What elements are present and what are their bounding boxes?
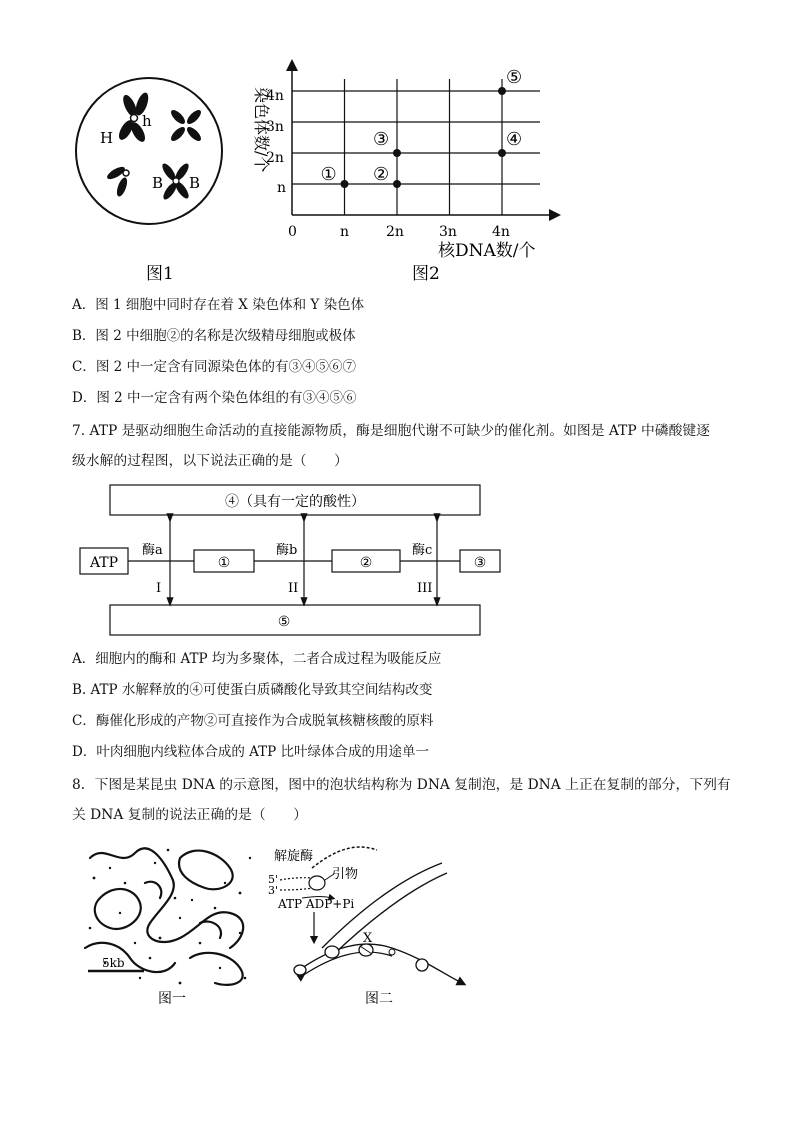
x-axis-label: 核DNA数/个 bbox=[438, 241, 536, 261]
enzyme-b: 酶b bbox=[276, 543, 298, 558]
y-tick-3n: 3n bbox=[266, 119, 284, 135]
figure-er-caption: 图二 bbox=[365, 991, 393, 1007]
data-point-3 bbox=[393, 149, 401, 157]
y-tick-4n: 4n bbox=[266, 88, 284, 104]
roman-3: III bbox=[417, 581, 433, 596]
q6-option-c: C．图 2 中一定含有同源染色体的有③④⑤⑥⑦ bbox=[72, 359, 357, 375]
data-point-2 bbox=[393, 180, 401, 188]
scale-label: 5kb bbox=[102, 956, 125, 970]
replication-fork-figure bbox=[262, 838, 472, 1008]
enzyme-c: 酶c bbox=[412, 543, 433, 558]
atp-label: ATP bbox=[89, 555, 119, 571]
q7-option-b: B. ATP 水解释放的④可使蛋白质磷酸化导致其空间结构改变 bbox=[72, 682, 433, 698]
three-prime-label: 3' bbox=[268, 884, 279, 897]
x-tick-2n: 2n bbox=[386, 224, 404, 240]
box-3-label: ③ bbox=[473, 555, 487, 571]
helicase-label: 解旋酶 bbox=[274, 849, 314, 864]
label-B-left: B bbox=[152, 174, 164, 192]
q7-stem-line1: 7. ATP 是驱动细胞生命活动的直接能源物质，酶是细胞代谢不可缺少的催化剂。如图是 ATP 中磷酸键逐 bbox=[72, 423, 710, 439]
q7-option-a: A．细胞内的酶和 ATP 均为多聚体，二者合成过程为吸能反应 bbox=[72, 651, 442, 667]
point-label-5: ⑤ bbox=[506, 67, 523, 88]
dna-micrograph-figure bbox=[80, 838, 260, 1008]
figure2-caption: 图2 bbox=[412, 264, 440, 284]
primer-label: 引物 bbox=[332, 867, 359, 882]
origin-label: 0 bbox=[288, 224, 297, 240]
q6-option-a: A．图 1 细胞中同时存在着 X 染色体和 Y 染色体 bbox=[72, 297, 365, 313]
point-label-1: ① bbox=[320, 164, 337, 185]
roman-2: II bbox=[288, 581, 299, 596]
figure1-caption: 图1 bbox=[146, 264, 174, 284]
label-h: h bbox=[142, 112, 152, 130]
data-point-5 bbox=[498, 87, 506, 95]
q6-option-b: B．图 2 中细胞②的名称是次级精母细胞或极体 bbox=[72, 328, 356, 344]
box-2-label: ② bbox=[359, 555, 373, 571]
y-tick-n: n bbox=[277, 180, 287, 196]
figure-yi-caption: 图一 bbox=[158, 991, 186, 1007]
x-tick-n: n bbox=[340, 224, 350, 240]
x-label: X bbox=[363, 931, 373, 946]
roman-1: I bbox=[156, 581, 162, 596]
point-label-4: ④ bbox=[506, 129, 523, 150]
data-point-1 bbox=[341, 180, 349, 188]
atp-equation: ATP ADP+Pi bbox=[278, 897, 355, 911]
enzyme-a: 酶a bbox=[142, 543, 163, 558]
five-prime-label: 5' bbox=[268, 873, 279, 886]
y-axis-label: 染色体数/个 bbox=[252, 87, 271, 173]
q8-stem-line1: 8．下图是某昆虫 DNA 的示意图，图中的泡状结构称为 DNA 复制泡，是 DNA 上正在复制的部分，下列有 bbox=[72, 777, 731, 793]
box-4-label: ④（具有一定的酸性） bbox=[225, 494, 365, 510]
q6-option-d: D．图 2 中一定含有两个染色体组的有③④⑤⑥ bbox=[72, 390, 357, 406]
figure1-cell bbox=[70, 60, 240, 290]
q7-option-c: C．酶催化形成的产物②可直接作为合成脱氧核糖核酸的原料 bbox=[72, 713, 434, 729]
box-5-label: ⑤ bbox=[277, 614, 291, 630]
chromosome-single bbox=[105, 165, 129, 198]
label-B-right: B bbox=[189, 174, 201, 192]
x-tick-4n: 4n bbox=[492, 224, 510, 240]
point-label-3: ③ bbox=[373, 129, 390, 150]
q7-stem-line2: 级水解的过程图，以下说法正确的是（ ） bbox=[72, 453, 348, 469]
q8-stem-line2: 关 DNA 复制的说法正确的是（ ） bbox=[72, 807, 308, 823]
data-point-4 bbox=[498, 149, 506, 157]
figure2-chart bbox=[240, 55, 570, 290]
box-1-label: ① bbox=[217, 555, 231, 571]
point-label-2: ② bbox=[373, 164, 390, 185]
label-H: H bbox=[100, 129, 114, 147]
y-tick-2n: 2n bbox=[266, 150, 284, 166]
atp-hydrolysis-diagram bbox=[70, 478, 510, 643]
x-tick-3n: 3n bbox=[439, 224, 457, 240]
chromosome-pair-BB bbox=[160, 162, 191, 202]
box-5 bbox=[110, 605, 480, 635]
q7-option-d: D．叶肉细胞内线粒体合成的 ATP 比叶绿体合成的用途单一 bbox=[72, 744, 430, 760]
chromosome-cross bbox=[169, 108, 203, 143]
